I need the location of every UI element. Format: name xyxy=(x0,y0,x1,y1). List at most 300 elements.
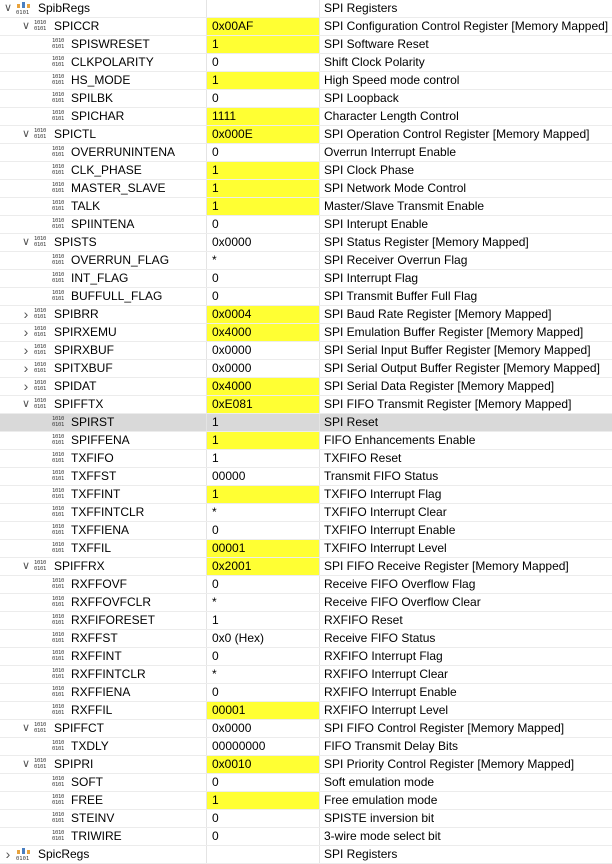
name-cell xyxy=(0,774,207,791)
description-cell xyxy=(320,18,612,35)
expression-name: TXFFINTCLR xyxy=(71,505,145,519)
description-cell xyxy=(320,342,612,359)
name-cell xyxy=(0,684,207,701)
register-row[interactable] xyxy=(0,558,612,576)
register-value[interactable]: 1 xyxy=(212,163,219,177)
value-cell[interactable] xyxy=(207,486,320,503)
value-cell[interactable] xyxy=(207,90,320,107)
register-value[interactable]: 0x0000 xyxy=(212,721,252,735)
expression-name: RXFIFORESET xyxy=(71,613,156,627)
bitfield-row[interactable] xyxy=(0,792,612,810)
expression-name: SPIFFENA xyxy=(71,433,130,447)
chevron-down-icon[interactable]: ∨ xyxy=(21,758,31,770)
bitfield-row[interactable] xyxy=(0,216,612,234)
bitfield-row[interactable] xyxy=(0,828,612,846)
name-cell xyxy=(0,162,207,179)
value-cell[interactable] xyxy=(207,396,320,413)
value-cell[interactable] xyxy=(207,72,320,89)
value-cell[interactable] xyxy=(207,576,320,593)
binary-icon: 1010 0101 xyxy=(52,614,65,626)
binary-icon: 1010 0101 xyxy=(52,416,65,428)
register-description: TXFIFO Interrupt Flag xyxy=(324,487,442,501)
register-value[interactable]: 1 xyxy=(212,613,219,627)
register-value[interactable]: 0x0 (Hex) xyxy=(212,631,265,645)
register-value[interactable]: 1 xyxy=(212,37,219,51)
value-cell[interactable] xyxy=(207,270,320,287)
name-cell xyxy=(0,828,207,845)
register-row[interactable] xyxy=(0,378,612,396)
bitfield-row[interactable] xyxy=(0,630,612,648)
svg-text:0101: 0101 xyxy=(16,856,30,861)
chevron-down-icon[interactable]: ∨ xyxy=(3,2,13,14)
bitfield-row[interactable] xyxy=(0,594,612,612)
expression-name: TXDLY xyxy=(71,739,109,753)
description-cell xyxy=(320,36,612,53)
description-cell xyxy=(320,612,612,629)
value-cell[interactable] xyxy=(207,630,320,647)
register-row[interactable] xyxy=(0,126,612,144)
register-group-icon xyxy=(16,2,32,15)
bitfield-row[interactable] xyxy=(0,648,612,666)
description-cell xyxy=(320,324,612,341)
register-description: SPI Transmit Buffer Full Flag xyxy=(324,289,478,303)
svg-text:0101: 0101 xyxy=(16,10,30,15)
value-cell[interactable] xyxy=(207,450,320,467)
name-cell xyxy=(0,396,207,413)
name-cell xyxy=(0,378,207,395)
value-cell[interactable] xyxy=(207,612,320,629)
bitfield-row[interactable] xyxy=(0,162,612,180)
bitfield-row[interactable] xyxy=(0,486,612,504)
bitfield-row[interactable] xyxy=(0,612,612,630)
bitfield-row[interactable] xyxy=(0,684,612,702)
register-value[interactable]: 1 xyxy=(212,487,219,501)
register-row[interactable] xyxy=(0,18,612,36)
chevron-down-icon[interactable]: ∨ xyxy=(21,398,31,410)
description-cell xyxy=(320,450,612,467)
register-value[interactable]: 0x0000 xyxy=(212,343,252,357)
register-value[interactable]: * xyxy=(212,595,217,609)
register-value[interactable]: 0x0004 xyxy=(212,307,252,321)
register-value[interactable]: 0 xyxy=(212,523,219,537)
bitfield-row[interactable] xyxy=(0,270,612,288)
chevron-right-icon[interactable]: › xyxy=(23,360,29,376)
register-value[interactable]: 0 xyxy=(212,145,219,159)
name-cell xyxy=(0,432,207,449)
bitfield-row[interactable] xyxy=(0,468,612,486)
description-cell xyxy=(320,576,612,593)
value-cell[interactable] xyxy=(207,468,320,485)
expression-name: MASTER_SLAVE xyxy=(71,181,166,195)
value-cell[interactable] xyxy=(207,144,320,161)
register-value[interactable]: 0x0010 xyxy=(212,757,252,771)
name-cell xyxy=(0,144,207,161)
value-cell[interactable] xyxy=(207,306,320,323)
value-cell[interactable] xyxy=(207,594,320,611)
register-description: SPI Serial Output Buffer Register [Memory Mapped] xyxy=(324,361,600,375)
value-cell[interactable] xyxy=(207,540,320,557)
chevron-right-icon[interactable]: › xyxy=(5,846,11,862)
register-value[interactable]: 0 xyxy=(212,217,219,231)
value-cell[interactable] xyxy=(207,792,320,809)
description-cell xyxy=(320,414,612,431)
chevron-down-icon[interactable]: ∨ xyxy=(21,560,31,572)
binary-icon: 1010 0101 xyxy=(52,596,65,608)
register-description: TXFIFO Reset xyxy=(324,451,402,465)
bitfield-row[interactable] xyxy=(0,522,612,540)
bitfield-row[interactable] xyxy=(0,54,612,72)
register-row[interactable] xyxy=(0,324,612,342)
bitfield-row[interactable] xyxy=(0,72,612,90)
register-value[interactable]: 0x2001 xyxy=(212,559,252,573)
chevron-right-icon[interactable]: › xyxy=(23,342,29,358)
name-cell xyxy=(0,450,207,467)
name-cell xyxy=(0,846,207,863)
register-value[interactable]: 00001 xyxy=(212,541,246,555)
register-value[interactable]: 0x000E xyxy=(212,127,253,141)
name-cell xyxy=(0,558,207,575)
register-row[interactable] xyxy=(0,360,612,378)
expression-name: CLK_PHASE xyxy=(71,163,142,177)
register-value[interactable]: 0 xyxy=(212,811,219,825)
register-description: RXFIFO Interrupt Clear xyxy=(324,667,449,681)
description-cell xyxy=(320,810,612,827)
bitfield-row[interactable] xyxy=(0,414,612,432)
expression-name: SPIFFRX xyxy=(54,559,105,573)
name-cell xyxy=(0,648,207,665)
value-cell[interactable] xyxy=(207,846,320,863)
expression-name: SPIPRI xyxy=(54,757,94,771)
expression-name: SPIBRR xyxy=(54,307,99,321)
value-cell[interactable] xyxy=(207,756,320,773)
expression-name: RXFFINT xyxy=(71,649,122,663)
expression-name: SpicRegs xyxy=(38,847,90,861)
value-cell[interactable] xyxy=(207,252,320,269)
register-value[interactable]: 00000 xyxy=(212,469,246,483)
value-cell[interactable] xyxy=(207,558,320,575)
bitfield-row[interactable] xyxy=(0,540,612,558)
bitfield-row[interactable] xyxy=(0,36,612,54)
binary-icon: 1010 0101 xyxy=(52,38,65,50)
description-cell xyxy=(320,396,612,413)
name-cell xyxy=(0,0,207,17)
name-cell xyxy=(0,360,207,377)
value-cell[interactable] xyxy=(207,522,320,539)
register-description: Receive FIFO Overflow Clear xyxy=(324,595,481,609)
binary-icon: 1010 0101 xyxy=(34,560,47,572)
name-cell xyxy=(0,756,207,773)
register-value[interactable]: * xyxy=(212,505,217,519)
bitfield-row[interactable] xyxy=(0,738,612,756)
name-cell xyxy=(0,90,207,107)
binary-icon: 1010 0101 xyxy=(52,110,65,122)
name-cell xyxy=(0,792,207,809)
expression-name: INT_FLAG xyxy=(71,271,129,285)
description-cell xyxy=(320,738,612,755)
description-cell xyxy=(320,720,612,737)
binary-icon: 1010 0101 xyxy=(34,128,47,140)
bitfield-row[interactable] xyxy=(0,576,612,594)
bitfield-row[interactable] xyxy=(0,702,612,720)
value-cell[interactable] xyxy=(207,126,320,143)
value-cell[interactable] xyxy=(207,666,320,683)
register-description: SPI Registers xyxy=(324,1,398,15)
description-cell xyxy=(320,504,612,521)
description-cell xyxy=(320,792,612,809)
expression-name: SPICTL xyxy=(54,127,97,141)
expression-name: SPISTS xyxy=(54,235,97,249)
binary-icon: 1010 0101 xyxy=(34,398,47,410)
name-cell xyxy=(0,54,207,71)
bitfield-row[interactable] xyxy=(0,180,612,198)
name-cell xyxy=(0,216,207,233)
expression-name: RXFFOVF xyxy=(71,577,127,591)
value-cell[interactable] xyxy=(207,648,320,665)
name-cell xyxy=(0,612,207,629)
bitfield-row[interactable] xyxy=(0,288,612,306)
description-cell xyxy=(320,162,612,179)
value-cell[interactable] xyxy=(207,108,320,125)
register-value[interactable]: 1 xyxy=(212,793,219,807)
binary-icon: 1010 0101 xyxy=(52,524,65,536)
binary-icon: 1010 0101 xyxy=(52,488,65,500)
tree-group-row[interactable] xyxy=(0,0,612,18)
name-cell xyxy=(0,288,207,305)
value-cell[interactable] xyxy=(207,504,320,521)
chevron-right-icon[interactable]: › xyxy=(23,306,29,322)
register-description: SPI Emulation Buffer Register [Memory Mapped] xyxy=(324,325,584,339)
register-value[interactable]: 0 xyxy=(212,91,219,105)
description-cell xyxy=(320,270,612,287)
register-value[interactable]: 0x4000 xyxy=(212,379,252,393)
register-value[interactable]: 0 xyxy=(212,649,219,663)
register-row[interactable] xyxy=(0,720,612,738)
register-value[interactable]: 0 xyxy=(212,685,219,699)
chevron-down-icon[interactable]: ∨ xyxy=(21,128,31,140)
register-description: 3-wire mode select bit xyxy=(324,829,441,843)
bitfield-row[interactable] xyxy=(0,198,612,216)
name-cell xyxy=(0,486,207,503)
value-cell[interactable] xyxy=(207,234,320,251)
binary-icon: 1010 0101 xyxy=(52,740,65,752)
description-cell xyxy=(320,630,612,647)
register-value[interactable]: 0x0000 xyxy=(212,361,252,375)
value-cell[interactable] xyxy=(207,0,320,17)
register-value[interactable]: * xyxy=(212,253,217,267)
value-cell[interactable] xyxy=(207,810,320,827)
expression-name: TXFFIL xyxy=(71,541,112,555)
name-cell xyxy=(0,270,207,287)
name-cell xyxy=(0,594,207,611)
bitfield-row[interactable] xyxy=(0,666,612,684)
register-value[interactable]: 1111 xyxy=(212,109,237,123)
bitfield-row[interactable] xyxy=(0,144,612,162)
binary-icon: 1010 0101 xyxy=(52,632,65,644)
register-value[interactable]: 0 xyxy=(212,829,219,843)
binary-icon: 1010 0101 xyxy=(34,236,47,248)
chevron-down-icon[interactable]: ∨ xyxy=(21,722,31,734)
register-description: Free emulation mode xyxy=(324,793,438,807)
binary-icon: 1010 0101 xyxy=(52,830,65,842)
register-description: SPI Loopback xyxy=(324,91,399,105)
expression-name: RXFFIL xyxy=(71,703,113,717)
register-description: SPI FIFO Receive Register [Memory Mapped] xyxy=(324,559,569,573)
value-cell[interactable] xyxy=(207,684,320,701)
register-value[interactable]: 1 xyxy=(212,73,219,87)
register-value[interactable]: 0 xyxy=(212,271,219,285)
expression-name: SPICCR xyxy=(54,19,100,33)
register-description: Transmit FIFO Status xyxy=(324,469,439,483)
description-cell xyxy=(320,234,612,251)
value-cell[interactable] xyxy=(207,720,320,737)
description-cell xyxy=(320,846,612,863)
register-description: Shift Clock Polarity xyxy=(324,55,425,69)
binary-icon: 1010 0101 xyxy=(52,254,65,266)
binary-icon: 1010 0101 xyxy=(52,704,65,716)
value-cell[interactable] xyxy=(207,324,320,341)
value-cell[interactable] xyxy=(207,828,320,845)
description-cell xyxy=(320,72,612,89)
description-cell xyxy=(320,666,612,683)
register-value[interactable]: 00000000 xyxy=(212,739,266,753)
binary-icon: 1010 0101 xyxy=(52,794,65,806)
register-description: SPI Receiver Overrun Flag xyxy=(324,253,468,267)
expression-name: SPISWRESET xyxy=(71,37,150,51)
register-row[interactable] xyxy=(0,396,612,414)
value-cell[interactable] xyxy=(207,702,320,719)
description-cell xyxy=(320,486,612,503)
register-value[interactable]: 0 xyxy=(212,289,219,303)
binary-icon: 1010 0101 xyxy=(52,182,65,194)
register-value[interactable]: 0x00AF xyxy=(212,19,254,33)
binary-icon: 1010 0101 xyxy=(52,470,65,482)
binary-icon: 1010 0101 xyxy=(52,218,65,230)
register-value[interactable]: 00001 xyxy=(212,703,246,717)
description-cell xyxy=(320,360,612,377)
value-cell[interactable] xyxy=(207,288,320,305)
description-cell xyxy=(320,0,612,17)
chevron-right-icon[interactable]: › xyxy=(23,378,29,394)
value-cell[interactable] xyxy=(207,162,320,179)
register-description: SPI Baud Rate Register [Memory Mapped] xyxy=(324,307,552,321)
expression-name: SPICHAR xyxy=(71,109,125,123)
binary-icon: 1010 0101 xyxy=(52,542,65,554)
value-cell[interactable] xyxy=(207,54,320,71)
name-cell xyxy=(0,234,207,251)
register-value[interactable]: 0xE081 xyxy=(212,397,253,411)
description-cell xyxy=(320,702,612,719)
register-value[interactable]: 0 xyxy=(212,55,219,69)
bitfield-row[interactable] xyxy=(0,504,612,522)
register-row[interactable] xyxy=(0,234,612,252)
chevron-down-icon[interactable]: ∨ xyxy=(21,20,31,32)
value-cell[interactable] xyxy=(207,216,320,233)
bitfield-row[interactable] xyxy=(0,810,612,828)
expression-name: SPIRXBUF xyxy=(54,343,115,357)
value-cell[interactable] xyxy=(207,36,320,53)
value-cell[interactable] xyxy=(207,738,320,755)
bitfield-row[interactable] xyxy=(0,108,612,126)
register-description: SPISTE inversion bit xyxy=(324,811,435,825)
register-value[interactable]: * xyxy=(212,667,217,681)
register-description: FIFO Transmit Delay Bits xyxy=(324,739,459,753)
register-description: SPI Clock Phase xyxy=(324,163,415,177)
value-cell[interactable] xyxy=(207,378,320,395)
bitfield-row[interactable] xyxy=(0,252,612,270)
register-value[interactable]: 1 xyxy=(212,451,219,465)
description-cell xyxy=(320,774,612,791)
register-row[interactable] xyxy=(0,756,612,774)
value-cell[interactable] xyxy=(207,360,320,377)
name-cell xyxy=(0,522,207,539)
binary-icon: 1010 0101 xyxy=(52,164,65,176)
value-cell[interactable] xyxy=(207,414,320,431)
register-value[interactable]: 0x4000 xyxy=(212,325,252,339)
value-cell[interactable] xyxy=(207,432,320,449)
chevron-down-icon[interactable]: ∨ xyxy=(21,236,31,248)
register-value[interactable]: 1 xyxy=(212,433,219,447)
chevron-right-icon[interactable]: › xyxy=(23,324,29,340)
bitfield-row[interactable] xyxy=(0,432,612,450)
bitfield-row[interactable] xyxy=(0,774,612,792)
value-cell[interactable] xyxy=(207,18,320,35)
description-cell xyxy=(320,378,612,395)
value-cell[interactable] xyxy=(207,198,320,215)
name-cell xyxy=(0,630,207,647)
binary-icon: 1010 0101 xyxy=(34,326,47,338)
description-cell xyxy=(320,144,612,161)
register-value[interactable]: 0x0000 xyxy=(212,235,252,249)
expression-name: STEINV xyxy=(71,811,115,825)
expression-name: TRIWIRE xyxy=(71,829,122,843)
binary-icon: 1010 0101 xyxy=(52,434,65,446)
register-value[interactable]: 0 xyxy=(212,577,219,591)
register-description: SPI Software Reset xyxy=(324,37,429,51)
register-value[interactable]: 1 xyxy=(212,199,219,213)
register-row[interactable] xyxy=(0,342,612,360)
register-description: SPI Interupt Enable xyxy=(324,217,429,231)
binary-icon: 1010 0101 xyxy=(52,812,65,824)
binary-icon: 1010 0101 xyxy=(52,776,65,788)
bitfield-row[interactable] xyxy=(0,450,612,468)
register-row[interactable] xyxy=(0,306,612,324)
register-description: SPI FIFO Transmit Register [Memory Mapped] xyxy=(324,397,572,411)
register-description: High Speed mode control xyxy=(324,73,460,87)
expression-name: SPIRST xyxy=(71,415,115,429)
register-value[interactable]: 1 xyxy=(212,415,219,429)
name-cell xyxy=(0,252,207,269)
tree-group-row[interactable] xyxy=(0,846,612,864)
binary-icon: 1010 0101 xyxy=(52,200,65,212)
binary-icon: 1010 0101 xyxy=(52,272,65,284)
register-description: SPI Status Register [Memory Mapped] xyxy=(324,235,529,249)
binary-icon: 1010 0101 xyxy=(52,686,65,698)
register-value[interactable]: 0 xyxy=(212,775,219,789)
binary-icon: 1010 0101 xyxy=(52,506,65,518)
register-description: SPI Operation Control Register [Memory Mapped] xyxy=(324,127,590,141)
register-description: Character Length Control xyxy=(324,109,459,123)
value-cell[interactable] xyxy=(207,342,320,359)
value-cell[interactable] xyxy=(207,774,320,791)
value-cell[interactable] xyxy=(207,180,320,197)
expression-name: SPILBK xyxy=(71,91,114,105)
bitfield-row[interactable] xyxy=(0,90,612,108)
binary-icon: 1010 0101 xyxy=(34,308,47,320)
register-description: SPI Serial Input Buffer Register [Memory Mapped] xyxy=(324,343,591,357)
expression-name: TXFFST xyxy=(71,469,117,483)
register-description: Master/Slave Transmit Enable xyxy=(324,199,485,213)
register-value[interactable]: 1 xyxy=(212,181,219,195)
